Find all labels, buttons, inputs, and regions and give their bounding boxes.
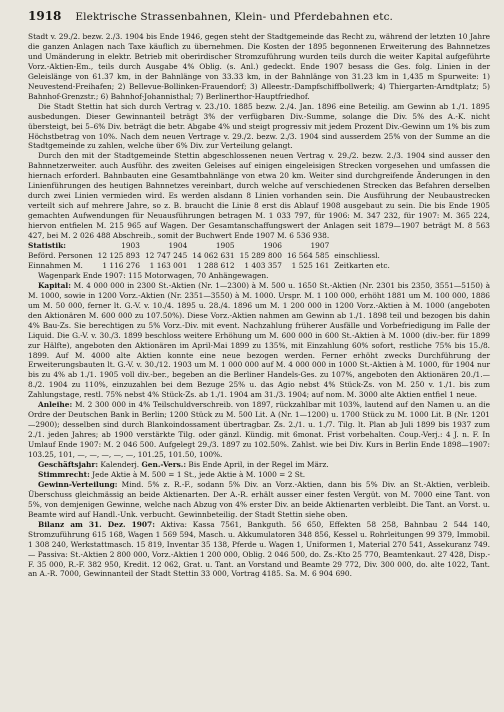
table-cell: 12 747 245 <box>144 250 188 260</box>
table-cell: 1 403 357 <box>244 260 282 270</box>
paragraph: Durch den mit der Stadtgemeinde Stettin abgeschlossenen neuen Vertrag v. 29./2. bezw. 2./3. 1904 sind ausser den Bahnnetzerweiter. auch Ausführ. des zweiten Geleises auf einigen eingeleisigen Strecken vorgesehen und umfassen die hiernach erforderl. Bahnbauten eine Gesamtbahnlänge von etwa 20 km. Weiter sind durchgreifende Änderungen in den Linienführungen des heutigen Bahnnetzes vereinbart, durch welche auf verschiedenen Strecken das Befahren derselben durch zwei Linien vermieden wird. Es werden alsdann 8 Linien vorhanden sein. Die Ausführung der Neubaustrecken verteilt sich auf mehrere Jahre, so z. B. braucht die Linie 8 erst dis Ablauf 1908 ausgebaut zu sein. Die bis Ende 1905 gemachten Aufwendungen für Neuausführungen betragen M. 1 033 797, für 1906: M. 347 232, für 1907: M. 365 224, hiervon entfielen M. 215 965 auf Wagen. Der Gesamtanschaffungswert der Anlagen seit 1879—1907 beträgt M. 8 563 427, bei M. 2 026 488 Abschreib., somit der Buchwert Ende 1907 M. 6 536 938. <box>28 151 490 241</box>
statistik-label: Statistik: <box>28 241 66 251</box>
paragraph-geschaeftsjahr: Geschäftsjahr: Kalenderj. Gen.-Vers.: Bis Ende April, in der Regel im März. <box>38 459 329 469</box>
table-cell: 15 289 800 <box>239 250 282 260</box>
statistik-table <box>28 241 395 271</box>
table-cell: 12 125 893 <box>97 250 140 260</box>
table-cell: 16 564 585 <box>286 250 330 260</box>
paragraph-kapital: Kapital: M. 4 000 000 in 2300 St.-Aktien (Nr. 1—2300) à M. 500 u. 1650 St.-Aktien (Nr. 2301 bis 2350, 3551—5150) à M. 1000, sowie in 1200 Vorz.-Aktien (Nr. 2351—3550) à M. 1000. Urspr. M. 1 100 000, erhöht 1881 um M. 100 000, 1886 um M. 50 000, ferner lt. G.-V. v. 10./4. 1895 u. 28./4. 1896 um M. 1 200 000 in 1200 Vorz.-Aktien à M. 1000 (angeboten den Aktionären M. 600 000 zu 107.50%). Diese Vorz.-Aktien nahmen am Gewinn ab 1./1. 1898 teil und bezogen bis dahin 4% Bau-Zs. Sie berechtigen zu 5% Vorz.-Div. mit event. Nachzahlung früherer Ausfälle und Vorbefriedigung im Falle der Liquid. Die G.-V. v. 30./3. 1899 beschloss weitere Erhöhung um M. 600 000 in 600 St.-Aktien à M. 1000 (div.-ber. für 1899 zur Hälfte), angeboten den Aktionären im April-Mai 1899 zu 135%, mit Einzahlung 60% sofort, restliche 75% bis 15./8. 1899. Auf M. 4000 alte Aktien konnte eine neue bezogen werden. Ferner erhöht zwecks Durchführung der Erweiterungsbauten lt. G.-V. v. 30./12. 1903 um M. 1 000 000 auf M. 4 000 000 in 1000 St.-Aktien à M. 1000, für 1904 nur bis zu 4% ab 1./1. 1905 voll div.-ber., begeben an die Berliner Handels-Ges. zu 107%, angeboten den Aktionären 20./1.—8./2. 1904 zu 110%, einzuzahlen bei dem Bezuge 25% u. das Agio nebst 4% Stück-Zs. von M. 250 v. 1./1. bis zum Zahlungstage, restl. 75% nebst 4% Stück-Zs. ab 1./1. 1904 am 31./3. 1904; auf nom. M. 3000 alte Aktien entfiel 1 neue. <box>28 280 490 400</box>
statistik-header-row <box>28 241 395 251</box>
table-row <box>28 261 395 271</box>
paragraph-anleihe: Anleihe: M. 2 300 000 in 4% Teilschuldverschreib. von 1897, rückzahlbar mit 103%, lautend auf den Namen u. an die Ordre der Deutschen Bank in Berlin; 1200 Stück zu M. 500 Lit. A (Nr. 1—1200) u. 1700 Stück zu M. 1000 Lit. B (Nr. 1201—2900); desselben sind durch Blankoindossament übertragbar. Zs. 2./1. u. 1./7. Tilg. lt. Plan ab Juli 1899 bis 1937 zum 2./1. jeden Jahres; ab 1900 verstärkte Tilg. oder gänzl. Kündig. mit 6monat. Frist vorbehalten. Coup.-Verj.: 4 J. n. F. In Umlauf Ende 1907: M. 2 046 500. Aufgelegt 29./3. 1897 zu 102.50%. Zahlst. wie bei Div. Kurs in Berlin Ende 1898—1907: 103.25, 101, —, —, —, —, —, 101.25, 101.50, 100%. <box>28 400 490 460</box>
page-number: 1918 <box>28 9 62 23</box>
paragraph-gewinn-verteilung: Gewinn-Verteilung: Mind. 5% z. R.-F., sodann 5% Div. an Vorz.-Aktien, dann bis 5% Div. an St.-Aktien, verbleib. Überschuss gleichmässig an beide Aktienarten. Der A.-R. erhält ausser einer festen Vergüt. von M. 7000 eine Tant. von 5%, von demjenigen Gewinne, welche nach Abzug von 4% erster Div. an beide Aktienarten verbleibt. Die Tant. an Vorst. u. Beamte wird auf Handl.-Unk. verbucht. Gewinnbeteilig. der Stadt Stettin siehe oben. <box>28 479 490 519</box>
year-cell: 1905 <box>215 241 235 251</box>
row-note: einschliessl. <box>334 250 380 260</box>
paragraph-bilanz: Bilanz am 31. Dez. 1907: Aktiva: Kassa 7561, Bankguth. 56 650, Effekten 58 258, Bahnbau 2 544 140, Stromzuführung 615 168, Wagen 1 569 594, Masch. u. Akkumulatoren 348 856, Kessel u. Rohrleitungen 99 379, Immobil. 1 308 240, Werkstattmasch. 15 819, Inventar 35 138, Pferde u. Wagen 1, Uniformen 1, Material 270 541, Assekuranz 749. — Passiva: St.-Aktien 2 800 000, Vorz.-Aktien 1 200 000, Oblig. 2 046 500, do. Zs.-Kto 25 770, Beamtenkaut. 27 428, Disp.-F. 35 000, R.-F. 382 950, Kredit. 12 062, Grat. u. Tant. an Vorstand und Beamte 29 772, Div. 300 000, do. alte 1022, Tant. an A.-R. 7000, Gewinnanteil der Stadt Stettin 33 000, Vortrag 4185. Sa. M. 6 904 690. <box>28 519 490 579</box>
year-cell: 1907 <box>310 241 330 251</box>
year-cell: 1906 <box>263 241 282 251</box>
table-row <box>28 251 395 261</box>
table-cell: 1 163 001 <box>149 260 188 270</box>
year-cell: 1903 <box>121 241 140 251</box>
body-text <box>28 32 490 579</box>
table-cell: 1 288 612 <box>197 260 235 270</box>
row-label: Beförd. Personen <box>28 250 93 260</box>
wagenpark-line: Wagenpark Ende 1907: 115 Motorwagen, 70 Anhängewagen. <box>38 270 269 280</box>
unit-label: M. <box>72 260 83 270</box>
table-cell: 1 525 161 <box>291 260 330 270</box>
row-label: Einnahmen M. <box>28 260 83 270</box>
paragraph: Stadt v. 29./2. bezw. 2./3. 1904 bis Ende 1946, gegen steht der Stadtgemeinde das Recht zu, während der letzten 10 Jahre die ganzen Anlagen nach Taxe käuflich zu übernehmen. Die Kosten der 1895 begonnenen Erweiterung des Bahnnetzes und Umänderung in elektr. Betrieb mit oberirdischer Stromzuführung wurden teils durch die weiter Kapital aufgeführte Vorz.-Aktien-Em., teils durch Ausgabe 4% Oblig. (s. Anl.) gedeckt. Ende 1907 besass die Ges. folg. Linien in der Geleislänge von 61.37 km, in der Bahnlänge von 33.33 km, in der Bahnlänge von 31.23 km in 1,435 m Spurweite: 1) Neuvestend-Freihafen; 2) Bellevue-Bollinken-Frauendorf; 3) Alleestr.-Dampfschiffbollwerk; 4) Thiergarten-Arndtplatz; 5) Bahnhof-Grenzstr.; 6) Bahnhof-Johannisthal; 7) Berlinerthor-Hauptfriedhof. <box>28 32 490 101</box>
year-cell: 1904 <box>168 241 188 251</box>
table-cell: 1 116 276 <box>102 260 140 270</box>
table-cell: 14 062 631 <box>192 250 235 260</box>
row-note: Zeitkarten etc. <box>334 260 390 270</box>
paragraph: Die Stadt Stettin hat sich durch Vertrag v. 23./10. 1885 bezw. 2./4. Jan. 1896 eine Beteilig. am Gewinn ab 1./1. 1895 ausbedungen. Dieser Gewinnanteil beträgt 3% der verfügbaren Div.-Summe, solange die Div. 5% des A.-K. nicht übersteigt, bei 5–6% Div. beträgt die betr. Abgabe 4% und steigt progressiv mit jedem Prozent Div.-Gewinn um 1% bis zum Höchstbetrag von 10%. Nach dem neuen Vertrage v. 29./2. bezw. 2./3. 1904 sind ausserdem 25% von der Summe an die Stadtgemeinde zu zahlen, welche über 6% Div. zur Verteilung gelangt. <box>28 101 490 151</box>
running-header <box>28 10 490 24</box>
running-head-title: Elektrische Strassenbahnen, Klein- und Pferdebahnen etc. <box>75 11 393 23</box>
paragraph-stimmrecht: Stimmrecht: Jede Aktie à M. 500 = 1 St., jede Aktie à M. 1000 = 2 St. <box>38 469 306 479</box>
